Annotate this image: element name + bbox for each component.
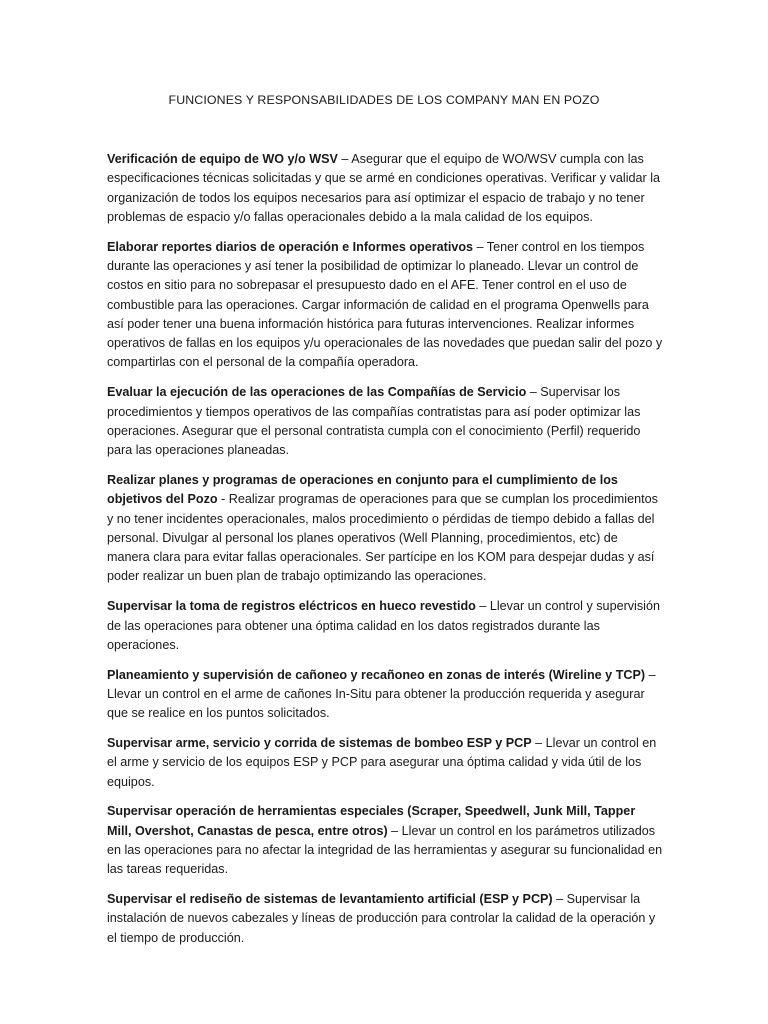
document-title: FUNCIONES Y RESPONSABILIDADES DE LOS COMPANY MAN EN POZO: [168, 93, 600, 107]
section-heading: Supervisar el rediseño de sistemas de levantamiento artificial (ESP y PCP): [107, 892, 553, 907]
section-herramientas-especiales: [107, 802, 663, 879]
section-heading: Evaluar la ejecución de las operaciones de las Compañías de Servicio: [107, 385, 527, 400]
section-heading: Supervisar operación de herramientas especiales (Scraper, Speedwell, Junk Mill, Tapper Mill, Overshot, Canastas de pesca, entre otros): [107, 804, 636, 838]
section-reportes-diarios: [107, 238, 663, 373]
section-heading: Verificación de equipo de WO y/o WSV: [107, 152, 338, 166]
section-text: – Supervisar los procedimientos y tiempos operativos de las compañías contratistas para así poder optimizar las operaciones. Asegurar que el personal contratista cumpla con el conocimiento (Perfil) requerido para las operaciones planeadas.: [107, 385, 641, 458]
document-body: [107, 150, 663, 958]
section-evaluar-ejecucion: [107, 383, 663, 460]
section-verificacion-equipo: [107, 150, 663, 227]
section-heading: Supervisar arme, servicio y corrida de sistemas de bombeo ESP y PCP: [107, 736, 532, 751]
section-registros-electricos: [107, 597, 663, 655]
section-levantamiento-artificial: [107, 890, 663, 948]
section-text: – Asegurar que el equipo de WO/WSV cumpla con las especificaciones técnicas solicitadas y que se armé en condiciones operativas. Verificar y validar la organización de todos los equipos necesarios para así optimizar el espacio de trabajo y no tener problemas de espacio y/o fallas operacionales debido a la mala calidad de los equipos.: [107, 152, 661, 224]
section-text: – Llevar un control en los parámetros utilizados en las operaciones para no afectar la integridad de las herramientas y asegurar su funcionalidad en las tareas requeridas.: [107, 823, 663, 877]
section-bombeo-esp-pcp: [107, 734, 663, 792]
section-heading: Planeamiento y supervisión de cañoneo y recañoneo en zonas de interés (Wireline y TCP): [107, 667, 646, 682]
section-text: – Llevar un control en el arme y servicio de los equipos ESP y PCP para asegurar una óptima calidad y vida útil de los equipos.: [107, 736, 657, 789]
section-planes-programas: [107, 471, 663, 587]
section-text: – Llevar un control y supervisión de las operaciones para obtener una óptima calidad en los datos registrados durante las operaciones.: [107, 599, 660, 652]
section-heading: Elaborar reportes diarios de operación e Informes operativos: [107, 239, 474, 254]
section-heading: Supervisar la toma de registros eléctricos en hueco revestido: [107, 599, 476, 614]
section-text: – Llevar un control en el arme de cañones In-Situ para obtener la producción requerida y asegurar que se realice en los puntos solicitados.: [107, 667, 656, 721]
section-text: – Supervisar la instalación de nuevos cabezales y líneas de producción para controlar la calidad de la operación y el tiempo de producción.: [107, 892, 656, 945]
section-text: – Tener control en los tiempos durante las operaciones y así tener la posibilidad de optimizar lo planeado. Llevar un control de costos en sitio para no sobrepasar el presupuesto dado en el AFE. Tener control en el uso de combustible para las operaciones. Cargar información de calidad en el programa Openwells para así poder tener una buena información histórica para futuras intervenciones. Realizar informes operativos de fallas en los equipos y/u operacionales de las novedades que puedan salir del pozo y compartirlas con el personal de la compañía operadora.: [107, 239, 663, 370]
section-canoneo: [107, 666, 663, 724]
section-text: - Realizar programas de operaciones para que se cumplan los procedimientos y no tener incidentes operacionales, malos procedimiento o pérdidas de tiempo debido a fallas del personal. Divulgar al personal los planes operativos (Well Planning, procedimientos, etc) de manera clara para evitar fallas operacionales. Ser partícipe en los KOM para despejar dudas y así poder realizar un buen plan de trabajo optimizando las operaciones.: [107, 492, 658, 584]
section-heading: Realizar planes y programas de operaciones en conjunto para el cumplimiento de los objetivos del Pozo: [107, 472, 618, 507]
